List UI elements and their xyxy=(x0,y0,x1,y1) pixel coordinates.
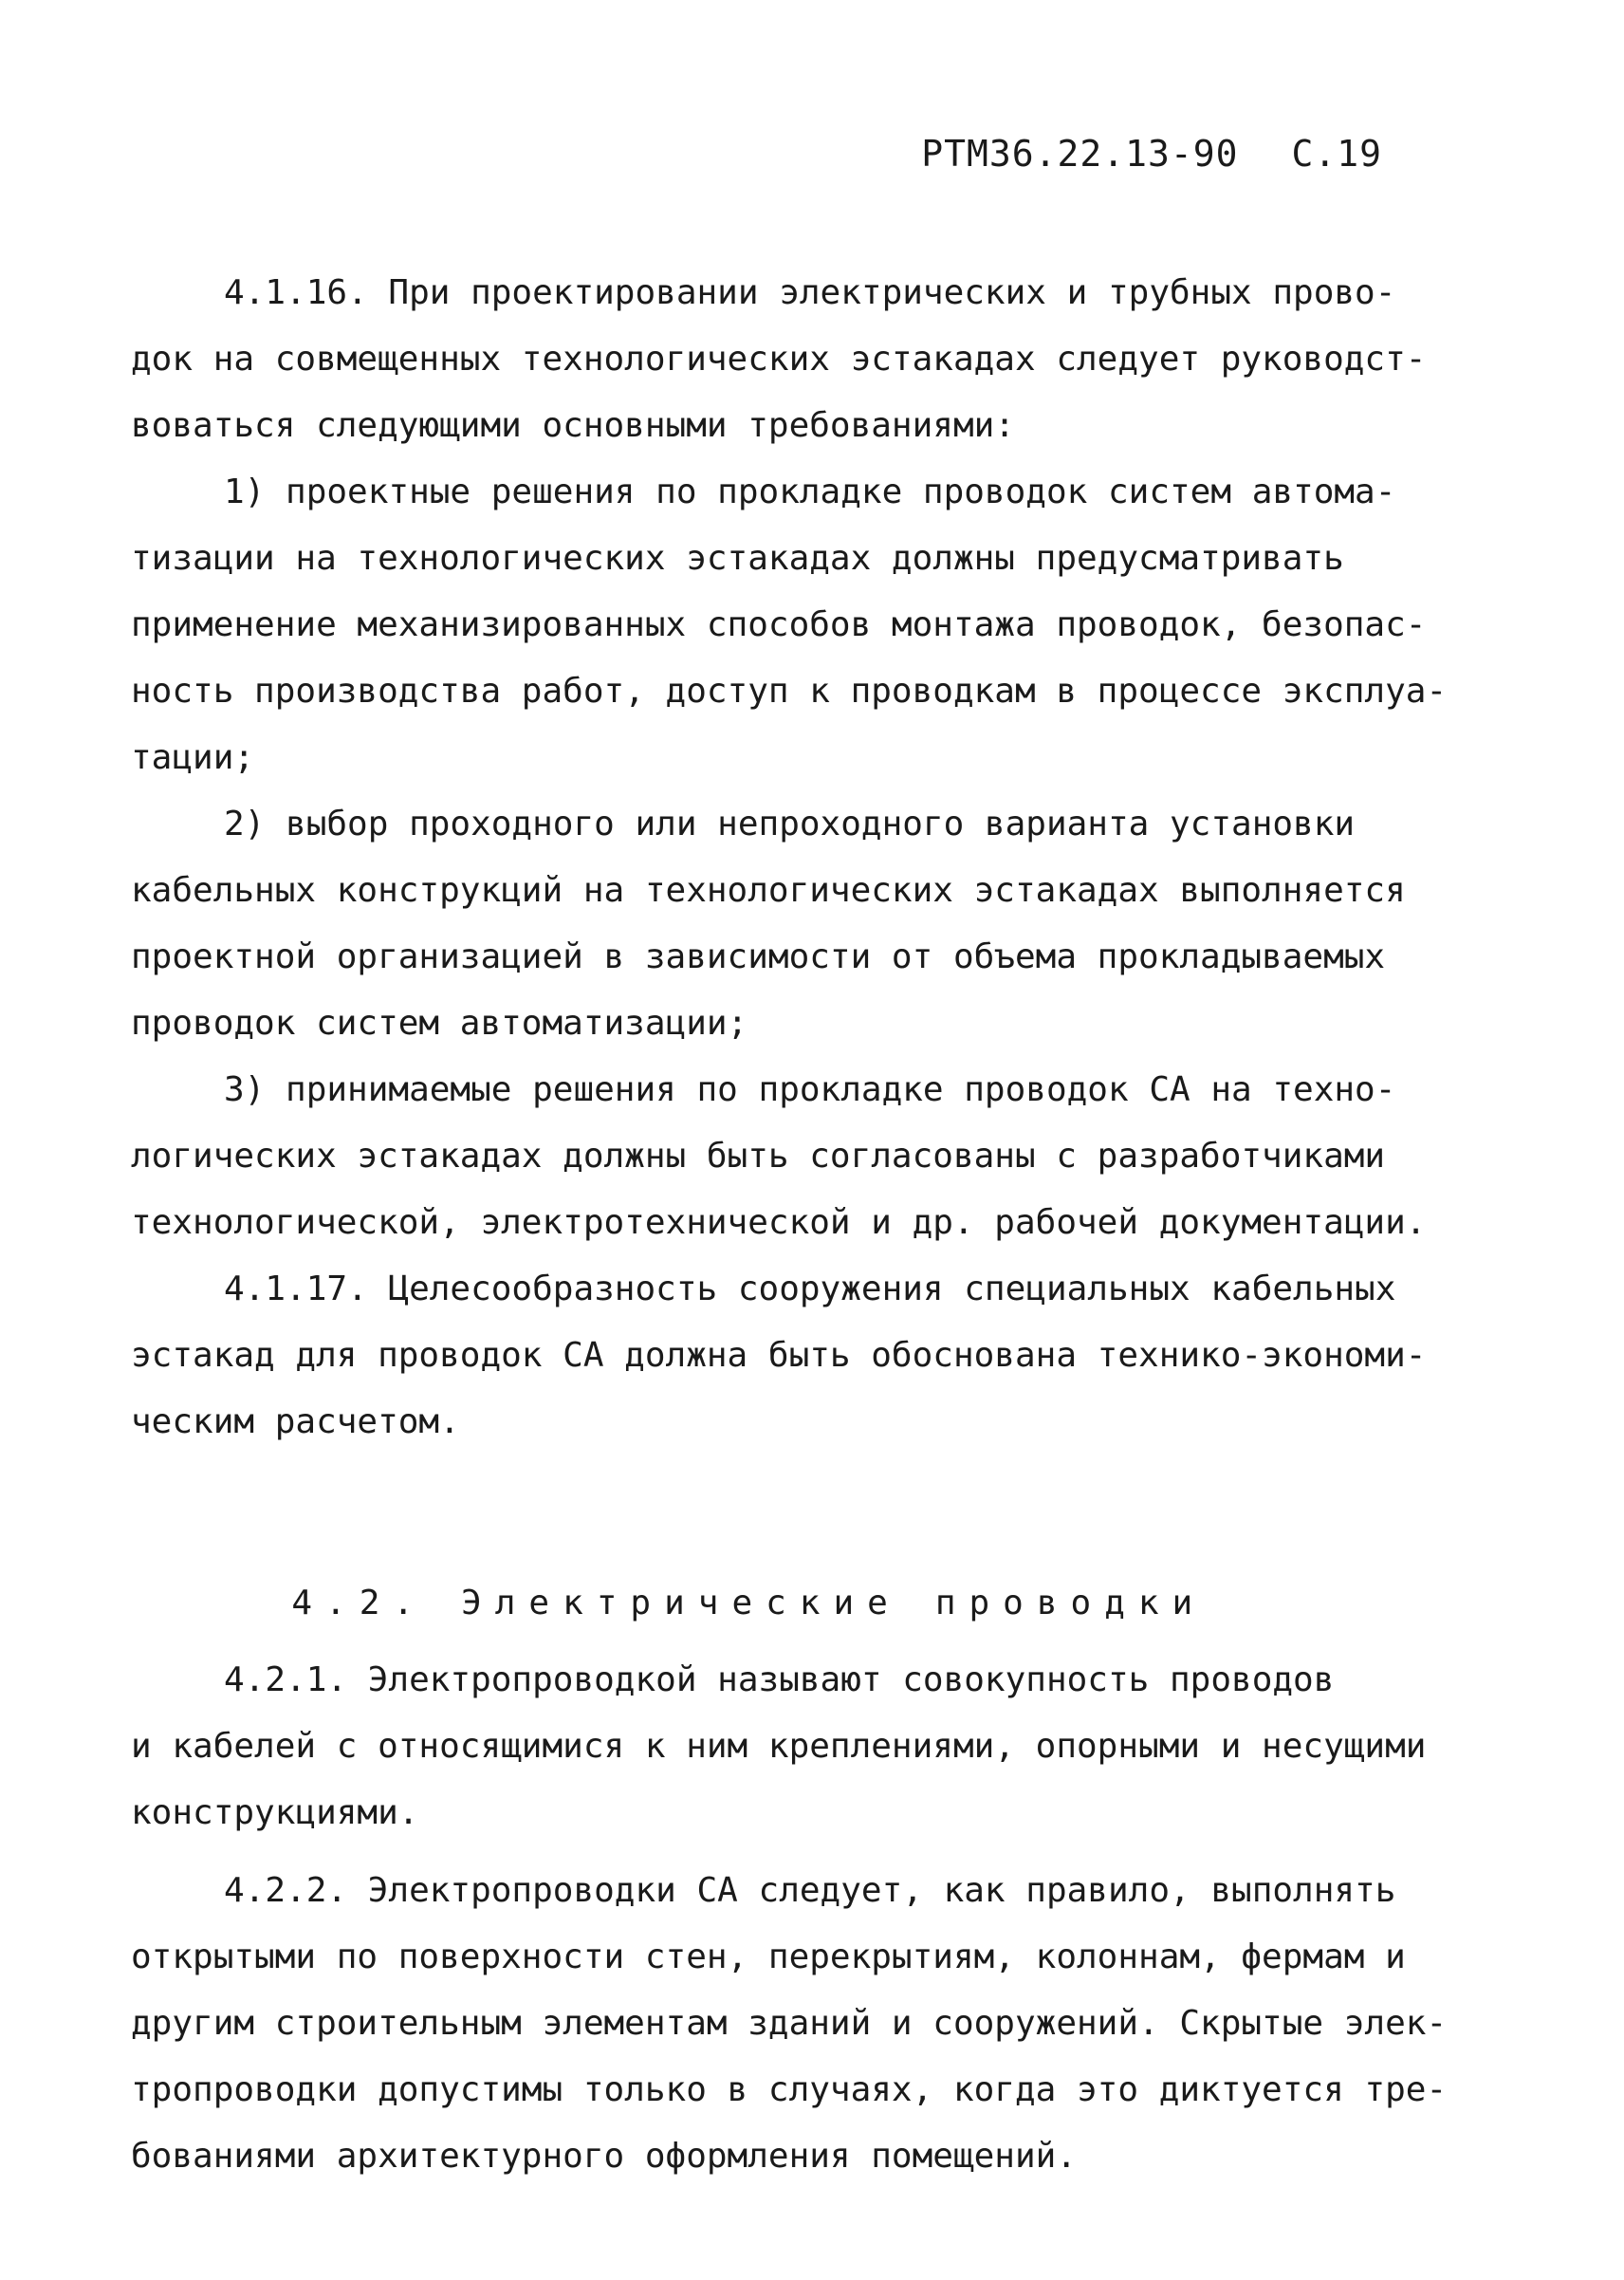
section-title-word-2: проводки xyxy=(934,1584,1207,1622)
page-number: С.19 xyxy=(1291,133,1382,175)
paragraph-line: 4.2.2. Электропроводки СА следует, как правило, выполнять xyxy=(224,1871,1396,1910)
paragraph-line: воваться следующими основными требованиями: xyxy=(131,406,1015,445)
paragraph-line: бованиями архитектурного оформления помещений. xyxy=(131,2137,1077,2176)
section-title-word-1: Электрические xyxy=(461,1584,901,1622)
list-item-line: тизации на технологических эстакадах должны предусматривать xyxy=(131,539,1344,578)
paragraph-line: открытыми по поверхности стен, перекрытиям, колоннам, фермам и xyxy=(131,1937,1406,1976)
list-item-line: логических эстакадах должны быть согласованы с разработчиками xyxy=(131,1137,1386,1176)
paragraph-line: док на совмещенных технологических эстакадах следует руководст- xyxy=(131,340,1427,379)
list-item-line: применение механизированных способов монтажа проводок, безопас- xyxy=(131,605,1427,644)
paragraph-line: 4.1.17. Целесообразность сооружения специальных кабельных xyxy=(224,1270,1396,1308)
list-item-line: кабельных конструкций на технологических эстакадах выполняется xyxy=(131,871,1406,910)
list-item-line: проектной организацией в зависимости от объема прокладываемых xyxy=(131,937,1386,976)
paragraph-line: 4.1.16. При проектировании электрических и трубных прово- xyxy=(224,273,1396,312)
list-item-line: ность производства работ, доступ к проводкам в процессе эксплуа- xyxy=(131,672,1448,711)
paragraph-line: эстакад для проводок СА должна быть обоснована технико-экономи- xyxy=(131,1336,1427,1375)
paragraph-line: и кабелей с относящимися к ним креплениями, опорными и несущими xyxy=(131,1727,1427,1766)
list-item-line: проводок систем автоматизации; xyxy=(131,1004,748,1043)
paragraph-line: 4.2.1. Электропроводкой называют совокупность проводов xyxy=(224,1660,1335,1699)
list-item-line: тации; xyxy=(131,738,255,777)
page-header xyxy=(921,133,1382,175)
section-number: 4.2. xyxy=(291,1584,428,1622)
list-item-line: 3) принимаемые решения по прокладке проводок СА на техно- xyxy=(224,1070,1396,1109)
list-item-line: 2) выбор проходного или непроходного варианта установки xyxy=(224,805,1356,843)
section-heading xyxy=(224,1545,1206,1622)
document-code: РТМ36.22.13-90 xyxy=(921,133,1239,175)
paragraph-line: ческим расчетом. xyxy=(131,1402,460,1441)
list-item-line: технологической, электротехнической и др. рабочей документации. xyxy=(131,1203,1427,1242)
list-item-line: 1) проектные решения по прокладке проводок систем автома- xyxy=(224,473,1396,511)
paragraph-line: другим строительным элементам зданий и сооружений. Скрытые элек- xyxy=(131,2004,1448,2043)
paragraph-line: тропроводки допустимы только в случаях, когда это диктуется тре- xyxy=(131,2070,1448,2109)
paragraph-line: конструкциями. xyxy=(131,1793,419,1832)
